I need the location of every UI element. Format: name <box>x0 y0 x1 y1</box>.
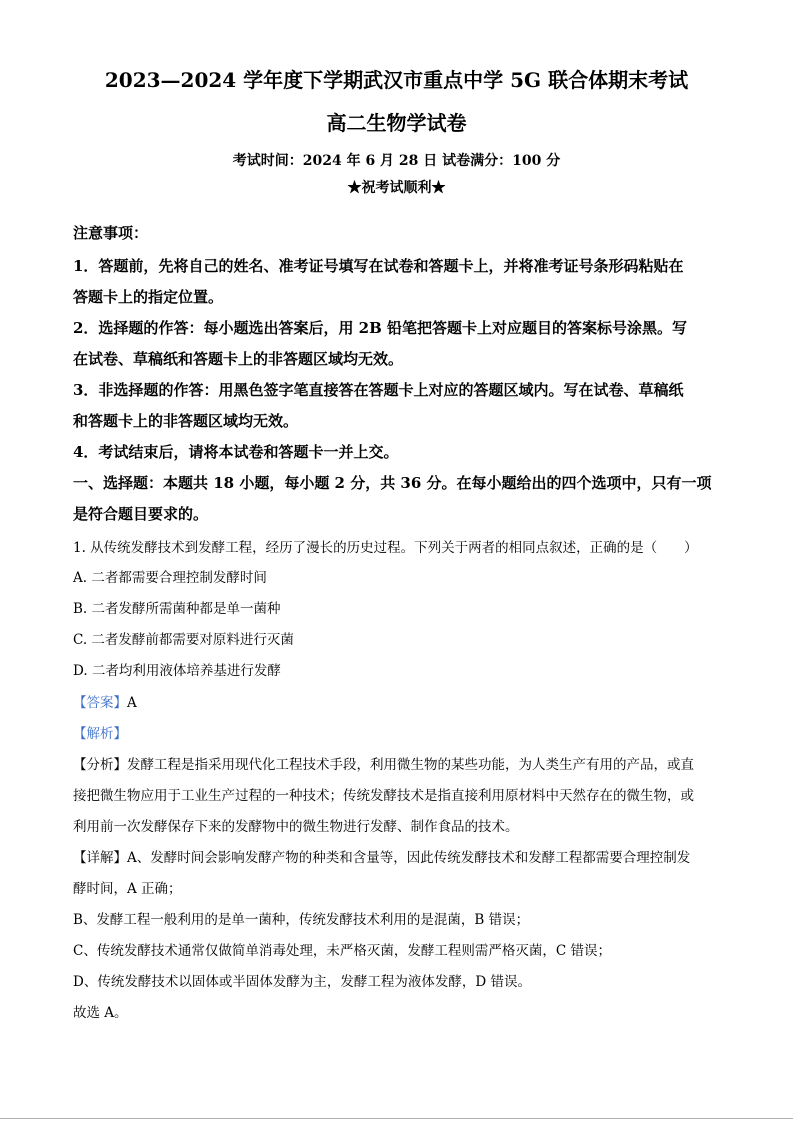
page-bottom-divider <box>0 1118 793 1119</box>
conclusion-line: 故选 A。 <box>73 1005 128 1021</box>
answer-value: A <box>127 695 137 711</box>
xiangjie-line <box>73 846 690 866</box>
xiangjie-line: C、传统发酵技术通常仅做简单消毒处理，未严格灭菌，发酵工程则需严格灭菌，C 错误； <box>73 943 611 959</box>
option-c: C. 二者发酵前都需要对原料进行灭菌 <box>73 632 294 648</box>
notice-line: 2．选择题的作答：每小题选出答案后，用 2B 铅笔把答题卡上对应题目的答案标号涂黑。写 <box>73 319 688 337</box>
option-b: B. 二者发酵所需菌种都是单一菌种 <box>73 601 281 617</box>
exam-title: 2023—2024 学年度下学期武汉市重点中学 5G 联合体期末考试 <box>104 68 689 92</box>
notice-line: 在试卷、草稿纸和答题卡上的非答题区域均无效。 <box>73 350 404 368</box>
xiangjie-text: A、发酵时间会影响发酵产物的种类和含量等，因此传统发酵技术和发酵工程都需要合理控制发 <box>127 850 691 866</box>
notice-line: 3．非选择题的作答：用黑色签字笔直接答在答题卡上对应的答题区域内。写在试卷、草稿纸 <box>73 381 684 399</box>
xiangjie-tag: 【详解】 <box>73 850 127 866</box>
fenxi-line: 利用前一次发酵保存下来的发酵物中的微生物进行发酵、制作食品的技术。 <box>73 819 519 835</box>
section-heading: 是符合题目要求的。 <box>73 505 209 523</box>
analysis-tag: 【解析】 <box>73 726 127 742</box>
question-stem: 1. 从传统发酵技术到发酵工程，经历了漫长的历史过程。下列关于两者的相同点叙述，正确的是（ ） <box>73 540 698 556</box>
notice-line: 4．考试结束后，请将本试卷和答题卡一并上交。 <box>73 443 399 461</box>
fenxi-text: 发酵工程是指采用现代化工程技术手段，利用微生物的某些功能，为人类生产有用的产品，或直 <box>127 757 694 773</box>
notice-line: 和答题卡上的非答题区域均无效。 <box>73 412 299 430</box>
answer-tag: 【答案】 <box>73 695 127 711</box>
analysis-line <box>73 722 127 742</box>
notice-line: 1．答题前，先将自己的姓名、准考证号填写在试卷和答题卡上，并将准考证号条形码粘贴在 <box>73 257 684 275</box>
xiangjie-line: B、发酵工程一般利用的是单一菌种，传统发酵技术利用的是混菌，B 错误； <box>73 912 530 928</box>
option-d: D. 二者均利用液体培养基进行发酵 <box>73 663 281 679</box>
answer-line <box>73 691 137 711</box>
fenxi-tag: 【分析】 <box>73 757 127 773</box>
fenxi-line <box>73 753 694 773</box>
exam-info: 考试时间：2024 年 6 月 28 日 试卷满分：100 分 <box>232 153 561 169</box>
wish-line: ★祝考试顺利★ <box>347 180 446 196</box>
fenxi-line: 接把微生物应用于工业生产过程的一种技术；传统发酵技术是指直接利用原材料中天然存在的微生物，或 <box>73 788 694 804</box>
notice-line: 答题卡上的指定位置。 <box>73 288 224 306</box>
option-a: A. 二者都需要合理控制发酵时间 <box>73 570 267 586</box>
notice-heading: 注意事项： <box>73 224 149 242</box>
xiangjie-line: D、传统发酵技术以固体或半固体发酵为主，发酵工程为液体发酵，D 错误。 <box>73 974 531 990</box>
xiangjie-line: 酵时间，A 正确； <box>73 881 182 897</box>
section-heading: 一、选择题：本题共 18 小题，每小题 2 分，共 36 分。在每小题给出的四个选项中，只有一项 <box>73 474 712 492</box>
paper-subtitle: 高二生物学试卷 <box>326 111 467 135</box>
